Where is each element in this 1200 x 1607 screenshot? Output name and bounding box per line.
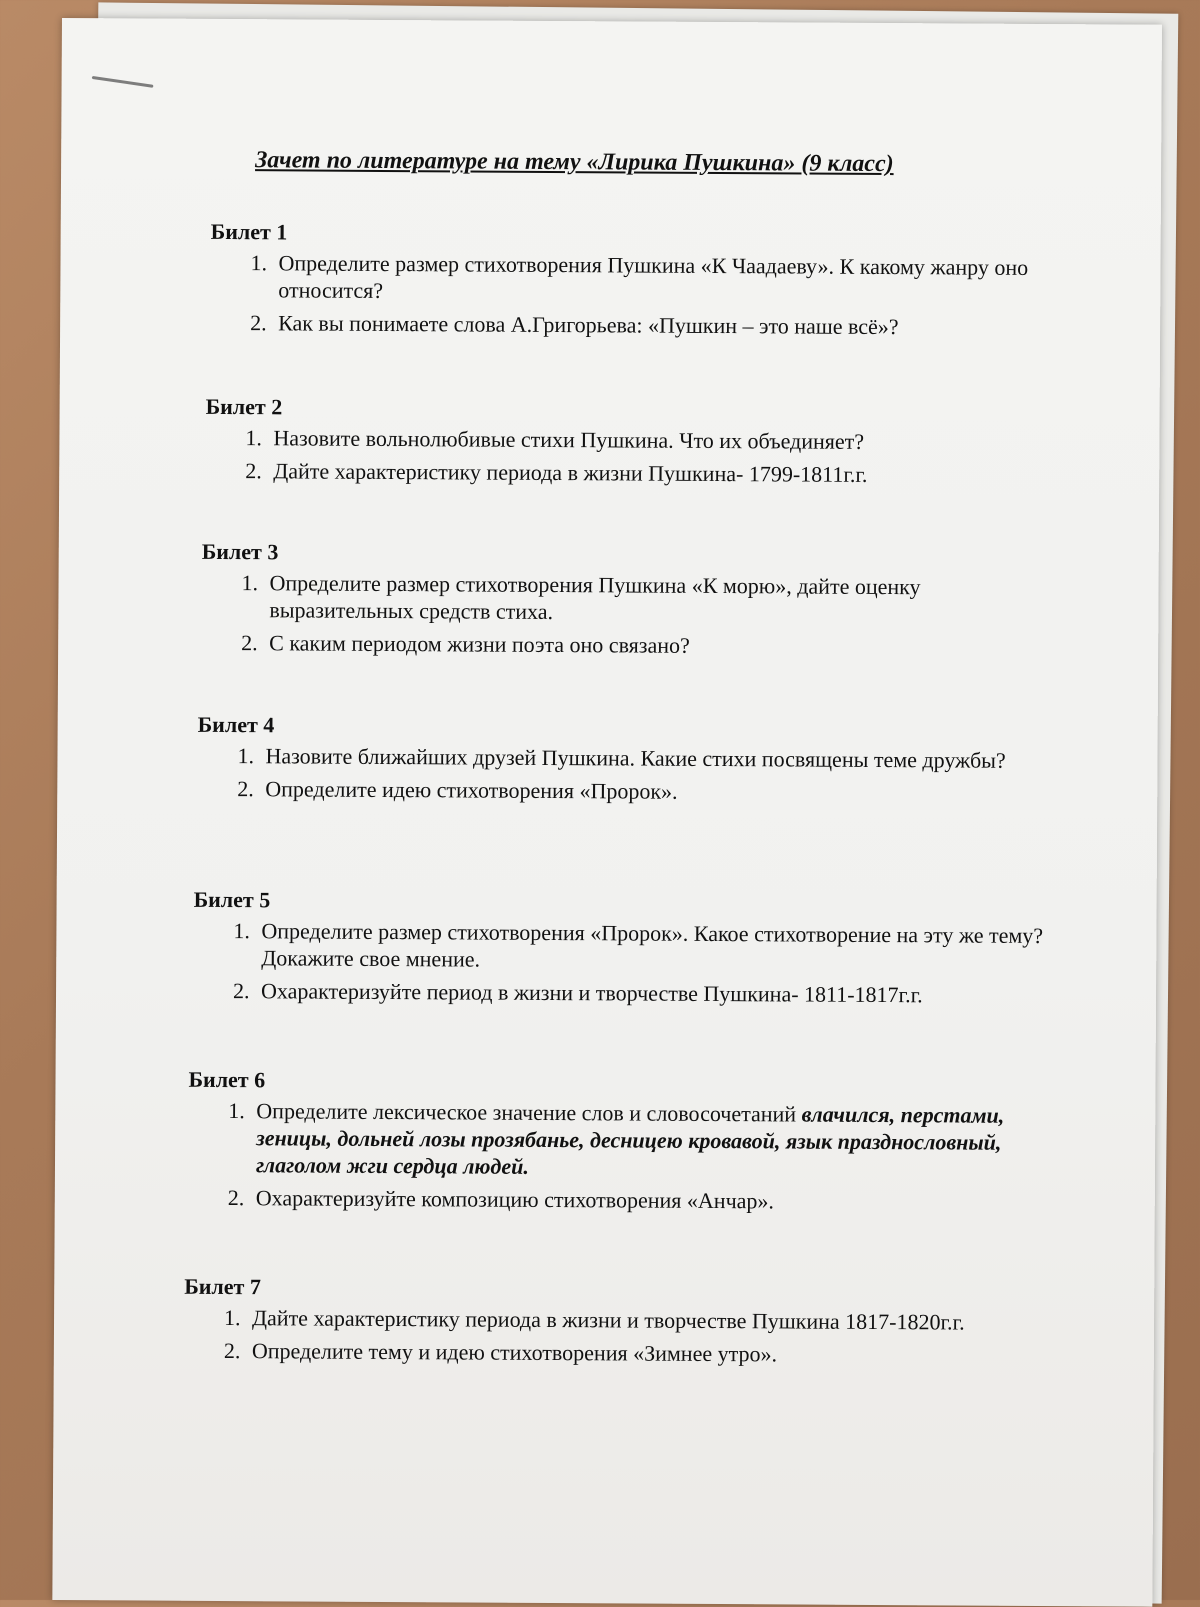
page-title: Зачет по литературе на тему «Лирика Пушкина» (9 класс): [255, 147, 894, 178]
question-item: 1. Определите размер стихотворения Пушкина «К Чаадаеву». К какому жанру оно относится?: [272, 249, 1060, 308]
question-item: 1. Определите размер стихотворения Пушкина «К морю», дайте оценку выразительных средств стиха.: [263, 569, 1051, 628]
question-item: 2. Охарактеризуйте период в жизни и творчестве Пушкина- 1811-1817г.г.: [255, 977, 1063, 1009]
question-list: [188, 1097, 1039, 1216]
ticket-heading: Билет 7: [184, 1273, 261, 1300]
question-item: 1. Назовите ближайших друзей Пушкина. Какие стихи посвящены теме дружбы?: [259, 742, 1057, 774]
ticket-1: [210, 219, 1061, 347]
ticket-3: [201, 539, 1052, 667]
emphasized-words: влачился, перстами, зеницы, дольней лозы прозябанье, десницею кровавой, язык празднословный, глаголом жги сердца людей.: [255, 1101, 1005, 1179]
ticket-5: [193, 887, 1064, 1015]
question-item: 2. Определите тему и идею стихотворения «Зимнее утро».: [246, 1337, 1034, 1369]
ticket-2: [205, 394, 1056, 495]
question-item: 1. Назовите вольнолюбивые стихи Пушкина. Что их объединяет?: [267, 424, 1055, 456]
question-list: [201, 569, 1052, 661]
question-item: [250, 1097, 1038, 1183]
ticket-4: [197, 712, 1058, 813]
question-item: 2. Охарактеризуйте композицию стихотворения «Анчар».: [250, 1184, 1038, 1216]
ticket-heading: Билет 4: [197, 711, 275, 738]
question-item: 2. Дайте характеристику периода в жизни Пушкина- 1799-1811г.г.: [267, 457, 1055, 489]
question-list: [205, 424, 1055, 489]
question-list: [184, 1304, 1034, 1369]
question-list: [210, 249, 1061, 341]
question-item: 2. Как вы понимаете слова А.Григорьева: «Пушкин – это наше всё»?: [272, 309, 1060, 341]
ticket-heading: Билет 2: [205, 393, 283, 420]
document-page: [52, 18, 1162, 1607]
ticket-heading: Билет 3: [201, 538, 279, 565]
staple: [92, 76, 154, 88]
ticket-7: [184, 1274, 1035, 1375]
question-item: 1. Определите размер стихотворения «Пророк». Какое стихотворение на эту же тему? Докажите свое мнение.: [255, 917, 1063, 976]
ticket-6: [188, 1067, 1039, 1222]
ticket-heading: Билет 6: [188, 1066, 266, 1093]
question-list: [193, 917, 1064, 1009]
question-item: 2. С каким периодом жизни поэта оно связано?: [263, 629, 1051, 661]
ticket-heading: Билет 1: [210, 218, 288, 245]
question-list: [197, 742, 1057, 807]
ticket-heading: Билет 5: [193, 886, 271, 913]
question-text: Определите лексическое значение слов и словосочетаний: [256, 1098, 802, 1127]
question-item: 2. Определите идею стихотворения «Пророк».: [259, 775, 1057, 807]
question-item: 1. Дайте характеристику периода в жизни и творчестве Пушкина 1817-1820г.г.: [246, 1304, 1034, 1336]
